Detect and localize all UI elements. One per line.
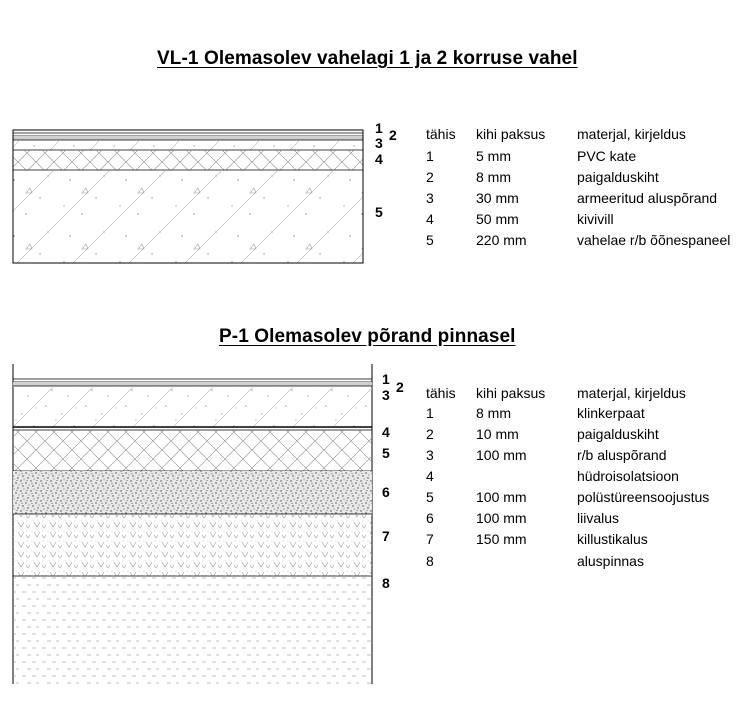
p1-marker-5: 5 [382,445,390,461]
vl1-header-thickness: kihi paksus [476,126,546,142]
vl1-marker-3: 3 [375,135,383,151]
p1-row-mark: 7 [426,531,434,547]
vl1-row-thickness: 30 mm [476,190,519,206]
p1-row-material: klinkerpaat [577,405,645,421]
p1-header-material: materjal, kirjeldus [577,385,686,401]
vl1-marker-4: 4 [375,151,383,167]
vl1-title: VL-1 Olemasolev vahelagi 1 ja 2 korruse vahel [157,48,578,69]
p1-row-material: killustikalus [577,531,648,547]
vl1-marker-5: 5 [375,204,383,220]
p1-marker-8: 8 [382,575,390,591]
p1-section-drawing [13,364,372,684]
p1-row-material: paigalduskiht [577,426,659,442]
p1-row-mark: 5 [426,489,434,505]
p1-row-thickness: 100 mm [476,447,527,463]
p1-row-thickness: 10 mm [476,426,519,442]
p1-marker-6: 6 [382,484,390,500]
vl1-header-material: materjal, kirjeldus [577,126,686,142]
p1-row-material: polüstüreensoojustus [577,489,710,505]
vl1-row-material: armeeritud aluspõrand [577,190,718,206]
p1-row-material: aluspinnas [577,553,644,569]
p1-header-thickness: kihi paksus [476,385,546,401]
vl1-marker-1: 1 [375,120,383,136]
vl1-section-drawing [13,130,363,263]
vl1-row-thickness: 8 mm [476,169,511,185]
p1-row-thickness: 150 mm [476,531,527,547]
p1-title: P-1 Olemasolev põrand pinnasel [219,326,516,347]
p1-marker-7: 7 [382,528,390,544]
vl1-row-mark: 3 [426,190,434,206]
p1-row-mark: 8 [426,553,434,569]
vl1-row-thickness: 220 mm [476,232,527,248]
p1-marker-4: 4 [382,424,390,440]
p1-row-material: liivalus [577,510,620,526]
p1-row-material: r/b aluspõrand [577,447,667,463]
vl1-marker-2: 2 [389,127,397,143]
vl1-row-mark: 1 [426,148,434,164]
p1-marker-2: 2 [396,379,404,395]
p1-row-mark: 3 [426,447,434,463]
vl1-row-thickness: 50 mm [476,211,519,227]
p1-header-mark: tähis [426,385,456,401]
vl1-row-material: vahelae r/b õõnespaneel [577,232,731,248]
p1-row-thickness: 8 mm [476,405,511,421]
p1-marker-1: 1 [382,371,390,387]
p1-row-material: hüdroisolatsioon [577,468,679,484]
vl1-header-mark: tähis [426,126,456,142]
vl1-row-material: kivivill [577,211,614,227]
vl1-row-thickness: 5 mm [476,148,511,164]
vl1-row-material: PVC kate [577,148,637,164]
vl1-row-mark: 4 [426,211,434,227]
vl1-row-mark: 2 [426,169,434,185]
p1-row-mark: 6 [426,510,434,526]
p1-row-mark: 2 [426,426,434,442]
p1-row-thickness: 100 mm [476,510,527,526]
p1-row-mark: 4 [426,468,434,484]
vl1-row-mark: 5 [426,232,434,248]
p1-row-thickness: 100 mm [476,489,527,505]
p1-row-mark: 1 [426,405,434,421]
vl1-row-material: paigalduskiht [577,169,659,185]
p1-marker-3: 3 [382,387,390,403]
